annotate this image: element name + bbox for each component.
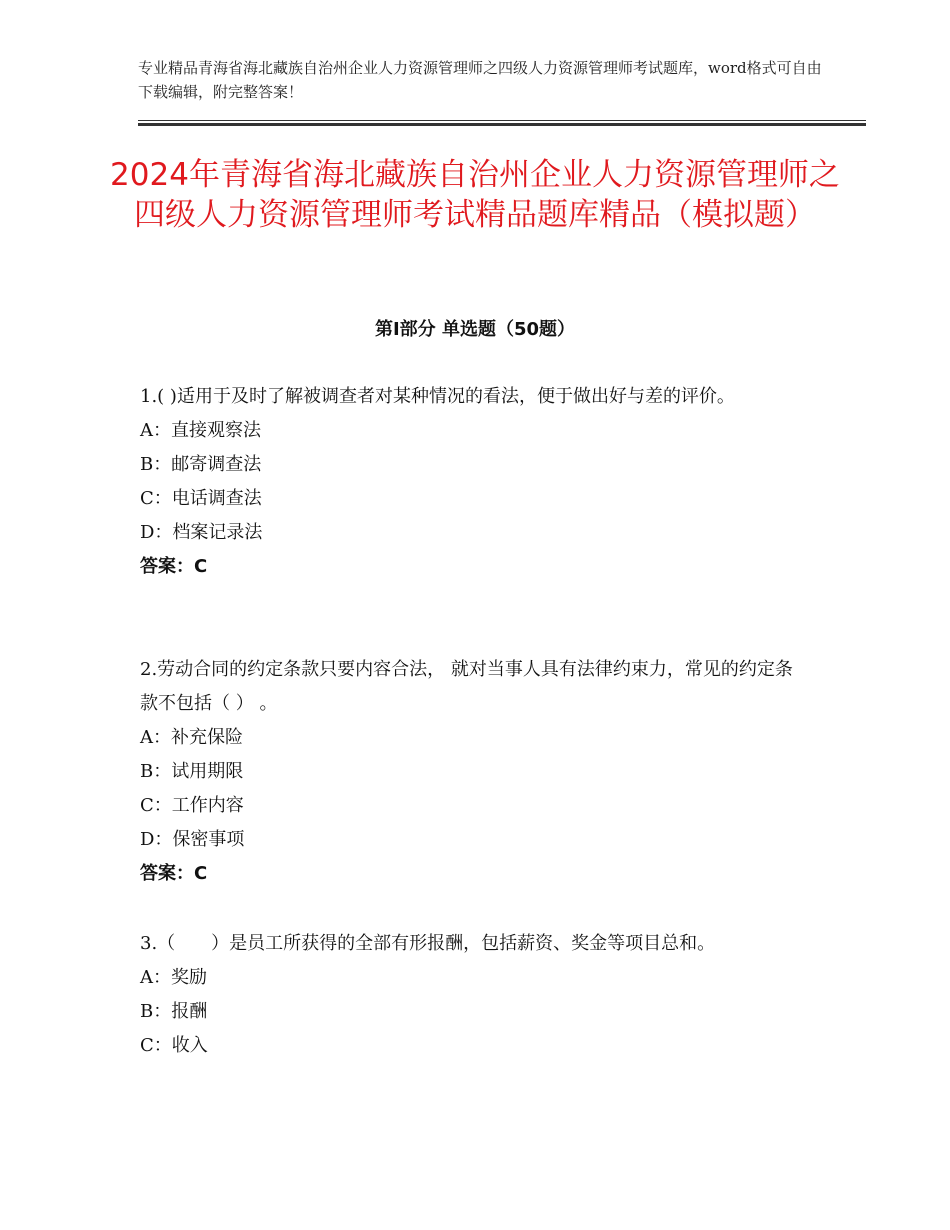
header-divider-thick xyxy=(138,123,866,126)
option-b: B：报酬 xyxy=(140,1001,208,1022)
question-3 xyxy=(140,927,810,1063)
question-stem: 3.（ ）是员工所获得的全部有形报酬，包括薪资、奖金等项目总和。 xyxy=(140,933,716,954)
document-title: 2024年青海省海北藏族自治州企业人力资源管理师之四级人力资源管理师考试精品题库精品（模拟题） xyxy=(110,157,840,233)
option-c: C：收入 xyxy=(140,1035,208,1056)
question-stem: 2.劳动合同的约定条款只要内容合法， 就对当事人具有法律约束力，常见的约定条款不包括（ ） 。 xyxy=(140,659,793,714)
answer: 答案：C xyxy=(140,863,208,884)
question-1 xyxy=(140,380,810,584)
option-d: D：保密事项 xyxy=(140,829,245,850)
option-c: C：电话调查法 xyxy=(140,488,262,509)
question-2 xyxy=(140,653,810,891)
option-a: A：直接观察法 xyxy=(140,420,261,441)
option-b: B：邮寄调查法 xyxy=(140,454,262,475)
option-a: A：补充保险 xyxy=(140,727,243,748)
option-d: D：档案记录法 xyxy=(140,522,263,543)
option-a: A：奖励 xyxy=(140,967,207,988)
option-b: B：试用期限 xyxy=(140,761,244,782)
header-note: 专业精品青海省海北藏族自治州企业人力资源管理师之四级人力资源管理师考试题库，word格式可自由下载编辑，附完整答案！ xyxy=(138,59,822,101)
question-stem: 1.( )适用于及时了解被调查者对某种情况的看法，便于做出好与差的评价。 xyxy=(140,386,735,407)
answer: 答案：C xyxy=(140,556,208,577)
option-c: C：工作内容 xyxy=(140,795,244,816)
section-title: 第Ⅰ部分 单选题（50题） xyxy=(374,319,575,340)
header-divider-thin xyxy=(138,120,866,121)
